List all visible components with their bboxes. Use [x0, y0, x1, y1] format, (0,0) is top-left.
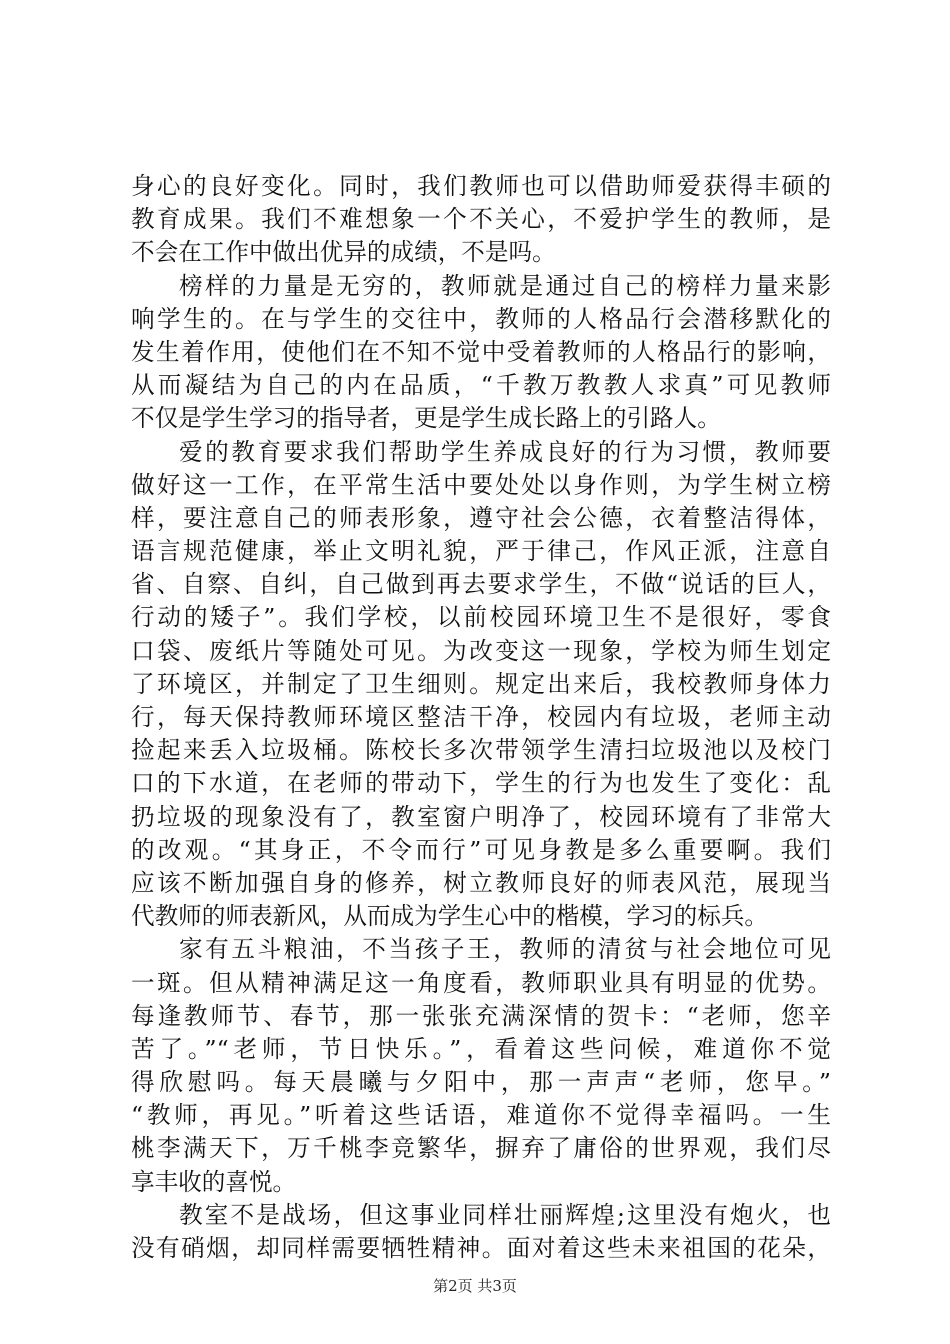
- text-line: 每逢教师节、春节，那一张张充满深情的贺卡：“老师，您辛: [131, 1001, 831, 1030]
- text-line: 从而凝结为自己的内在品质，“千教万教教人求真”可见教师: [131, 371, 831, 400]
- text-line: 行，每天保持教师环境区整洁干净，校园内有垃圾，老师主动: [131, 703, 831, 731]
- text-line: 得欣慰吗。每天晨曦与夕阳中，那一声声“老师，您早。”: [131, 1068, 831, 1097]
- text-line: 身心的良好变化。同时，我们教师也可以借助师爱获得丰硕的: [131, 172, 831, 200]
- text-line: 教室不是战场，但这事业同样壮丽辉煌;这里没有炮火，也: [179, 1200, 831, 1229]
- text-line: 发生着作用，使他们在不知不觉中受着教师的人格品行的影响，: [131, 337, 831, 366]
- text-line: 苦了。”“老师，节日快乐。”，看着这些问候，难道你不觉: [131, 1034, 831, 1063]
- text-line: 不仅是学生学习的指导者，更是学生成长路上的引路人。: [131, 404, 721, 433]
- page-footer: 第2页 共3页: [433, 1277, 517, 1295]
- text-line: 没有硝烟，却同样需要牺牲精神。面对着这些未来祖国的花朵，: [131, 1234, 831, 1262]
- text-line: 捡起来丢入垃圾桶。陈校长多次带领学生清扫垃圾池以及校门: [131, 736, 831, 765]
- text-line: 家有五斗粮油，不当孩子王，教师的清贫与社会地位可见: [179, 935, 831, 964]
- text-line: 享丰收的喜悦。: [131, 1167, 297, 1196]
- text-line: “教师，再见。”听着这些话语，难道你不觉得幸福吗。一生: [131, 1101, 831, 1130]
- text-line: 了环境区，并制定了卫生细则。规定出来后，我校教师身体力: [131, 669, 831, 698]
- text-line: 口袋、废纸片等随处可见。为改变这一现象，学校为师生划定: [131, 636, 831, 665]
- text-line: 语言规范健康，举止文明礼貌，严于律己，作风正派，注意自: [131, 537, 831, 566]
- text-line: 桃李满天下，万千桃李竞繁华，摒弃了庸俗的世界观，我们尽: [131, 1134, 831, 1163]
- text-line: 省、自察、自纠，自己做到再去要求学生，不做“说话的巨人，: [131, 570, 831, 599]
- document-body: [131, 170, 831, 1265]
- text-line: 爱的教育要求我们帮助学生养成良好的行为习惯，教师要: [179, 437, 831, 466]
- text-line: 行动的矮子”。我们学校，以前校园环境卫生不是很好，零食: [131, 603, 831, 632]
- text-line: 响学生的。在与学生的交往中，教师的人格品行会潜移默化的: [131, 304, 831, 333]
- text-line: 不会在工作中做出优异的成绩，不是吗。: [131, 238, 556, 267]
- text-line: 应该不断加强自身的修养，树立教师良好的师表风范，展现当: [131, 868, 831, 897]
- text-line: 做好这一工作，在平常生活中要处处以身作则，为学生树立榜: [131, 470, 831, 499]
- text-line: 样，要注意自己的师表形象，遵守社会公德，衣着整洁得体，: [131, 503, 831, 532]
- text-line: 一斑。但从精神满足这一角度看，教师职业具有明显的优势。: [131, 968, 831, 997]
- text-line: 榜样的力量是无穷的，教师就是通过自己的榜样力量来影: [179, 271, 831, 300]
- text-line: 教育成果。我们不难想象一个不关心，不爱护学生的教师，是: [131, 205, 831, 234]
- text-line: 口的下水道，在老师的带动下，学生的行为也发生了变化：乱: [131, 769, 831, 798]
- text-line: 代教师的师表新风，从而成为学生心中的楷模，学习的标兵。: [131, 902, 769, 931]
- text-line: 扔垃圾的现象没有了，教室窗户明净了，校园环境有了非常大: [131, 802, 831, 831]
- text-line: 的改观。“其身正，不令而行”可见身教是多么重要啊。我们: [131, 835, 831, 864]
